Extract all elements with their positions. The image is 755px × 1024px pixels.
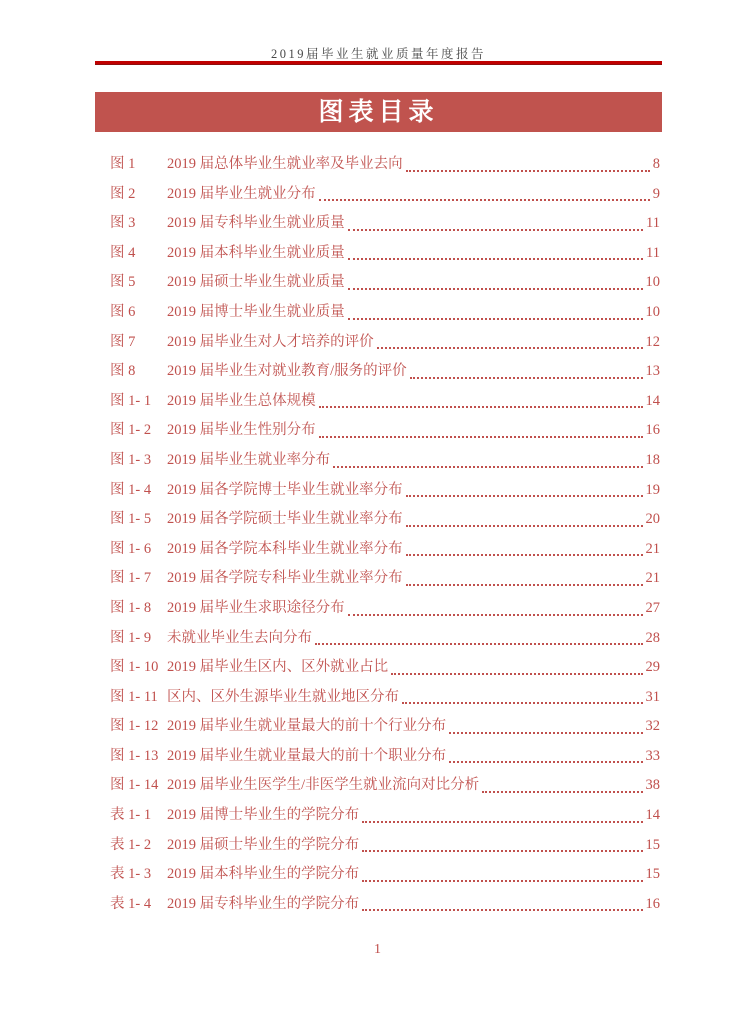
toc-entry-page: 38	[645, 777, 660, 794]
toc-entry-label: 图 1- 5	[110, 511, 152, 528]
toc-banner-title: 图表目录	[95, 92, 662, 132]
toc-dotted-leader	[362, 909, 642, 911]
toc-dotted-leader	[406, 554, 643, 556]
toc-dotted-leader	[410, 377, 643, 379]
toc-dotted-leader	[362, 880, 642, 882]
toc-entry-label: 表 1- 4	[110, 895, 152, 912]
toc-entry[interactable]	[110, 683, 660, 713]
toc-entry-page: 10	[645, 274, 660, 291]
toc-dotted-leader	[348, 288, 643, 290]
toc-entry-title: 2019 届毕业生医学生/非医学生就业流向对比分析	[167, 777, 480, 794]
toc-entry[interactable]	[110, 268, 660, 298]
toc-entry[interactable]	[110, 535, 660, 565]
toc-entry-label: 图 1- 6	[110, 540, 152, 557]
toc-entry-page: 11	[646, 215, 660, 232]
toc-dotted-leader	[377, 347, 643, 349]
toc-dotted-leader	[482, 791, 642, 793]
toc-entry-page: 19	[645, 481, 660, 498]
toc-entry-label: 表 1- 1	[110, 807, 152, 824]
toc-entry-page: 9	[652, 185, 660, 202]
page-number: 1	[374, 942, 381, 957]
toc-entry-label: 图 1- 2	[110, 422, 152, 439]
toc-dotted-leader	[348, 258, 643, 260]
toc-dotted-leader	[406, 495, 643, 497]
toc-entry-page: 21	[645, 540, 660, 557]
toc-entry[interactable]	[110, 239, 660, 269]
toc-dotted-leader	[319, 406, 643, 408]
toc-entry-title: 2019 届毕业生对就业教育/服务的评价	[167, 363, 407, 380]
toc-entry-page: 27	[645, 599, 660, 616]
toc-entry-title: 2019 届总体毕业生就业率及毕业去向	[167, 156, 403, 172]
header-rule	[95, 61, 662, 65]
toc-dotted-leader	[449, 732, 642, 734]
toc-entry-label: 表 1- 2	[110, 836, 152, 853]
toc-entry-label: 图 1- 3	[110, 451, 152, 468]
toc-entry-page: 33	[645, 747, 660, 764]
toc-entry[interactable]	[110, 209, 660, 239]
toc-entry[interactable]	[110, 831, 660, 861]
toc-entry-label: 图 1- 14	[110, 777, 159, 794]
toc-entry-label: 图 6	[110, 303, 136, 320]
toc-entry-page: 28	[645, 629, 660, 646]
toc-entry-page: 11	[646, 244, 660, 261]
toc-dotted-leader	[406, 525, 643, 527]
toc-entry-title: 2019 届毕业生就业量最大的前十个行业分布	[167, 718, 447, 735]
toc-entry[interactable]	[110, 594, 660, 624]
toc-dotted-leader	[362, 821, 642, 823]
toc-entry-page: 31	[645, 688, 660, 705]
toc-entry-label: 图 1- 9	[110, 629, 152, 646]
toc-entry-page: 14	[645, 807, 660, 824]
toc-entry-page: 20	[645, 511, 660, 528]
toc-entry-page: 15	[645, 836, 660, 853]
toc-entry-label: 图 4	[110, 244, 136, 261]
toc-entry-label: 图 1	[110, 156, 136, 172]
toc-entry[interactable]	[110, 298, 660, 328]
toc-entry-title: 2019 届毕业生性别分布	[167, 422, 316, 439]
toc-entry-page: 13	[645, 363, 660, 380]
toc-entry-label: 图 1- 12	[110, 718, 159, 735]
toc-entry-page: 21	[645, 570, 660, 587]
toc-entry-page: 15	[645, 866, 660, 883]
toc-list	[110, 150, 660, 919]
toc-entry-title: 2019 届各学院专科毕业生就业率分布	[167, 570, 403, 587]
toc-entry[interactable]	[110, 624, 660, 654]
toc-entry-title: 2019 届毕业生就业率分布	[167, 451, 331, 468]
toc-dotted-leader	[319, 436, 643, 438]
toc-entry[interactable]	[110, 150, 660, 180]
toc-entry-title: 2019 届博士毕业生就业质量	[167, 303, 345, 320]
toc-entry[interactable]	[110, 357, 660, 387]
toc-entry[interactable]	[110, 742, 660, 772]
toc-entry[interactable]	[110, 712, 660, 742]
toc-entry-label: 图 1- 8	[110, 599, 152, 616]
toc-entry[interactable]	[110, 890, 660, 920]
toc-entry-label: 图 1- 13	[110, 747, 159, 764]
toc-entry[interactable]	[110, 416, 660, 446]
toc-entry[interactable]	[110, 653, 660, 683]
toc-dotted-leader	[315, 643, 643, 645]
toc-entry-label: 图 1- 7	[110, 570, 152, 587]
toc-entry-page: 32	[645, 718, 660, 735]
toc-entry-label: 图 2	[110, 185, 136, 202]
toc-entry-label: 图 3	[110, 215, 136, 232]
toc-entry-page: 16	[645, 422, 660, 439]
toc-entry-label: 图 1- 10	[110, 659, 159, 676]
toc-entry[interactable]	[110, 446, 660, 476]
toc-dotted-leader	[362, 850, 642, 852]
toc-entry-title: 2019 届硕士毕业生的学院分布	[167, 836, 360, 853]
toc-entry-title: 2019 届各学院硕士毕业生就业率分布	[167, 511, 403, 528]
toc-entry[interactable]	[110, 801, 660, 831]
toc-entry-page: 14	[645, 392, 660, 409]
toc-entry-label: 图 1- 11	[110, 688, 158, 705]
toc-entry-page: 29	[645, 659, 660, 676]
toc-dotted-leader	[391, 673, 642, 675]
toc-entry-page: 10	[645, 303, 660, 320]
toc-entry-label: 表 1- 3	[110, 866, 152, 883]
toc-entry-label: 图 7	[110, 333, 136, 350]
toc-dotted-leader	[449, 761, 642, 763]
toc-entry[interactable]	[110, 505, 660, 535]
toc-entry-title: 2019 届本科毕业生就业质量	[167, 244, 345, 261]
toc-dotted-leader	[319, 199, 650, 201]
toc-entry-title: 2019 届毕业生就业量最大的前十个职业分布	[167, 747, 447, 764]
toc-entry-title: 2019 届专科毕业生的学院分布	[167, 895, 360, 912]
toc-entry-title: 2019 届毕业生就业分布	[167, 185, 316, 202]
toc-dotted-leader	[348, 229, 643, 231]
toc-entry-title: 2019 届硕士毕业生就业质量	[167, 274, 345, 291]
toc-entry-label: 图 1- 4	[110, 481, 152, 498]
toc-entry-label: 图 1- 1	[110, 392, 152, 409]
toc-entry-page: 8	[652, 156, 660, 172]
toc-dotted-leader	[333, 466, 642, 468]
toc-entry-title: 2019 届各学院博士毕业生就业率分布	[167, 481, 403, 498]
toc-entry-title: 2019 届博士毕业生的学院分布	[167, 807, 360, 824]
toc-dotted-leader	[402, 702, 643, 704]
toc-entry[interactable]	[110, 860, 660, 890]
toc-dotted-leader	[406, 584, 643, 586]
toc-entry-page: 18	[645, 451, 660, 468]
toc-entry-label: 图 8	[110, 363, 136, 380]
toc-entry-title: 2019 届毕业生求职途径分布	[167, 599, 345, 616]
toc-entry[interactable]	[110, 476, 660, 506]
toc-entry-title: 未就业毕业生去向分布	[167, 629, 312, 646]
toc-dotted-leader	[348, 318, 643, 320]
toc-entry-title: 2019 届毕业生区内、区外就业占比	[167, 659, 389, 676]
toc-entry-title: 2019 届本科毕业生的学院分布	[167, 866, 360, 883]
toc-entry-title: 2019 届毕业生对人才培养的评价	[167, 333, 374, 350]
running-header: 2019届毕业生就业质量年度报告	[270, 47, 486, 61]
toc-entry-title: 2019 届各学院本科毕业生就业率分布	[167, 540, 403, 557]
toc-entry[interactable]	[110, 771, 660, 801]
toc-entry-title: 区内、区外生源毕业生就业地区分布	[167, 688, 399, 705]
toc-dotted-leader	[406, 170, 650, 172]
toc-entry-title: 2019 届毕业生总体规模	[167, 392, 316, 409]
toc-entry-title: 2019 届专科毕业生就业质量	[167, 215, 345, 232]
toc-entry-page: 12	[645, 333, 660, 350]
toc-entry-label: 图 5	[110, 274, 136, 291]
toc-entry[interactable]	[110, 564, 660, 594]
toc-entry-page: 16	[645, 895, 660, 912]
toc-entry[interactable]	[110, 387, 660, 417]
toc-entry[interactable]	[110, 180, 660, 210]
toc-dotted-leader	[348, 614, 643, 616]
toc-entry[interactable]	[110, 328, 660, 358]
